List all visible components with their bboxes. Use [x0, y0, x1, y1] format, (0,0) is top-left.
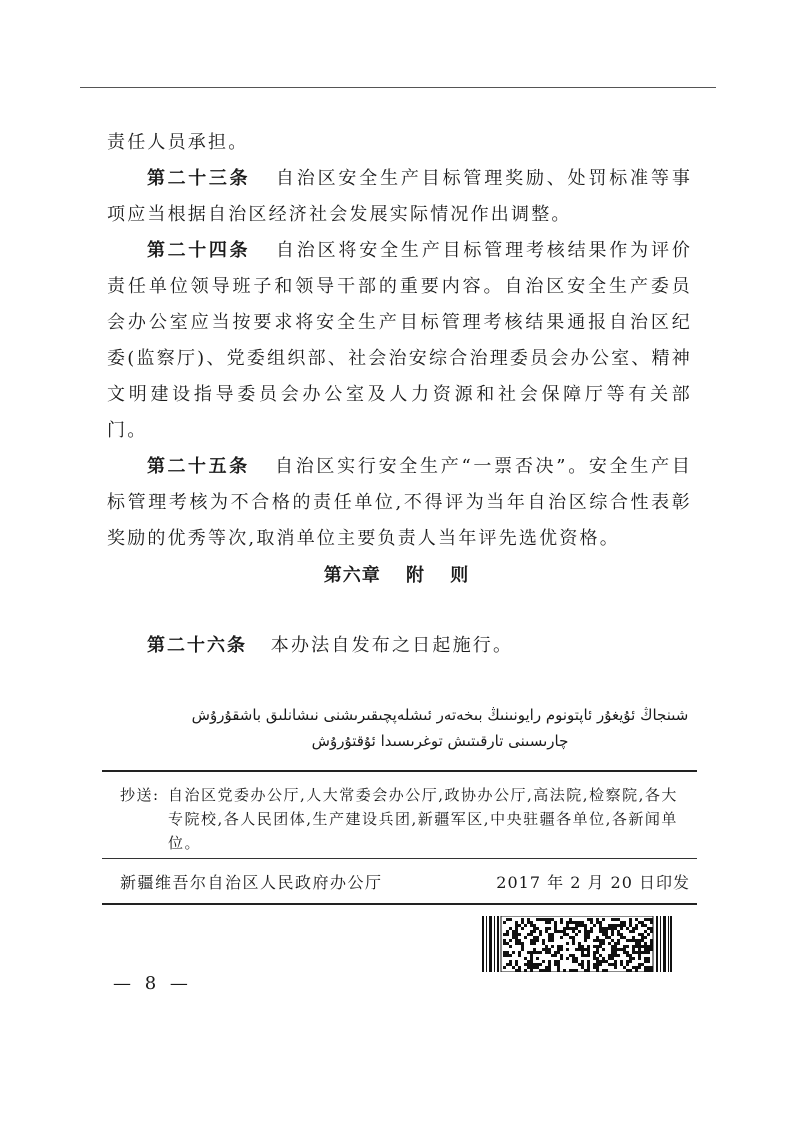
article-26	[147, 631, 513, 657]
article-title: 第二十三条	[147, 168, 251, 189]
article-title: 第二十六条	[147, 635, 247, 656]
article-23	[107, 161, 692, 233]
uyghur-title	[160, 702, 720, 754]
continuation-text: 责任人员承担。	[107, 132, 249, 153]
cc-label: 抄送:	[120, 786, 160, 804]
article-title: 第二十五条	[147, 456, 250, 477]
cc-bottom-rule	[102, 858, 697, 859]
issue-date: 2017 年 2 月 20 日印发	[496, 873, 690, 892]
issuer: 新疆维吾尔自治区人民政府办公厅	[120, 873, 383, 892]
article-text: 自治区实行安全生产“一票否决”。安全生产目标管理考核为不合格的责任单位,不得评为当年自治区综合性表彰奖励的优秀等次,取消单位主要负责人当年评先选优资格。	[107, 456, 693, 549]
article-block	[107, 125, 692, 557]
article-text: 自治区安全生产目标管理奖励、处罚标准等事项应当根据自治区经济社会发展实际情况作出调整。	[107, 168, 693, 225]
chapter-heading: 第六章 附 则	[323, 565, 470, 586]
barcode-image	[482, 916, 672, 972]
article-24	[107, 233, 692, 449]
uyghur-title-line: شىنجاڭ ئۇيغۇر ئاپتونوم رايونىنىڭ بىخەتەر ئىشلەپچىقىرىشنى نىشانلىق باشقۇرۇش	[191, 706, 689, 724]
cc-content: 自治区党委办公厅,人大常委会办公厅,政协办公厅,高法院,检察院,各大专院校,各人民团体,生产建设兵团,新疆军区,中央驻疆各单位,各新闻单位。	[168, 786, 678, 852]
uyghur-title-line: چارىسىنى تارقىتىش توغرىسىدا ئۇقتۇرۇش	[311, 732, 569, 750]
cc-top-rule	[102, 770, 697, 772]
cc-block	[120, 783, 690, 855]
article-title: 第二十四条	[147, 240, 251, 261]
header-rule	[80, 87, 716, 88]
footer-bottom-rule	[102, 903, 697, 905]
article-text: 本办法自发布之日起施行。	[270, 635, 514, 656]
article-25	[107, 449, 692, 557]
article-text: 自治区将安全生产目标管理考核结果作为评价责任单位领导班子和领导干部的重要内容。自治区安全生产委员会办公室应当按要求将安全生产目标管理考核结果通报自治区纪委(监察厅)、党委组织部、社会治安综合治理委员会办公室、精神文明建设指导委员会办公室及人力资源和社会保障厅等有关部门。	[107, 240, 693, 441]
page-number: — 8 —	[113, 973, 192, 994]
